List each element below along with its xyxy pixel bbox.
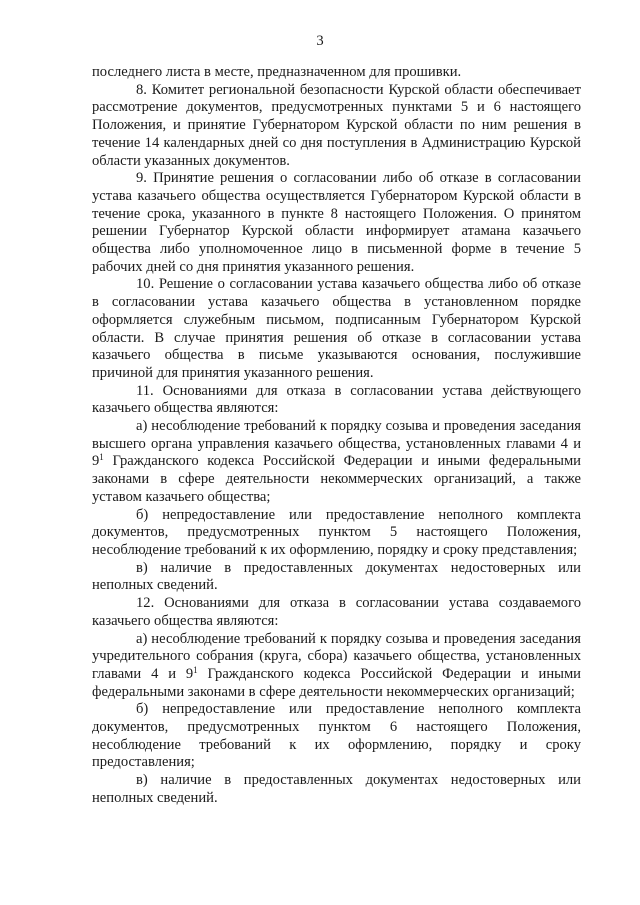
paragraph-item-11: 11. Основаниями для отказа в согласовании устава действующего казачьего общества являются:	[92, 382, 581, 417]
paragraph-item-11-v: в) наличие в предоставленных документах недостоверных или неполных сведений.	[92, 559, 581, 594]
paragraph-item-11-a: а) несоблюдение требований к порядку созыва и проведения заседания высшего органа управления казачьего общества, установленных главами 4 и $9^1$ Гражданского кодекса Российской Федерации и иными федеральными законами в сфере деятельности некоммерческих организаций, а также уставом казачьего общества;	[92, 418, 581, 505]
paragraph-item-12-v: в) наличие в предоставленных документах недостоверных или неполных сведений.	[92, 772, 581, 806]
paragraph-item-12-a: а) несоблюдение требований к порядку созыва и проведения заседания учредительного собрания (круга, сбора) казачьего общества, установленных главами 4 и $9^1$ Гражданского кодекса Российской Федерации и иными федеральными законами в сфере деятельности некоммерческих организаций;	[92, 630, 581, 700]
page-number: 3	[316, 33, 324, 49]
document-body	[92, 64, 581, 808]
paragraph-item-12: 12. Основаниями для отказа в согласовании устава создаваемого казачьего общества являются:	[92, 595, 581, 629]
paragraph-item-12-b: б) непредоставление или предоставление неполного комплекта документов, предусмотренных пунктом 6 настоящего Положения, несоблюдение требований к их оформлению, порядку и сроку предоставления;	[92, 701, 581, 771]
paragraph-item-8: 8. Комитет региональной безопасности Курской области обеспечивает рассмотрение документов, предусмотренных пунктами 5 и 6 настоящего Положения, и принятие Губернатором Курской области по ним решения в течение 14 календарных дней со дня поступления в Администрацию Курской области указанных документов.	[92, 81, 581, 169]
paragraph-item-10: 10. Решение о согласовании устава казачьего общества либо об отказе в согласовании устава казачьего общества в установленном порядке оформляется служебным письмом, подписанным Губернатором Курской области. В случае принятия решения об отказе в согласовании устава казачьего общества в письме указываются основания, послужившие причиной для принятия указанного решения.	[92, 276, 581, 381]
paragraph-item-9: 9. Принятие решения о согласовании либо об отказе в согласовании устава казачьего общества осуществляется Губернатором Курской области в течение срока, указанного в пункте 8 настоящего Положения. О принятом решении Губернатор Курской области информирует атамана казачьего общества либо уполномоченное лицо в письменной форме в течение 5 рабочих дней со дня принятия указанного решения.	[92, 170, 581, 275]
paragraph-continuation: последнего листа в месте, предназначенном для прошивки.	[92, 64, 462, 80]
paragraph-item-11-b: б) непредоставление или предоставление неполного комплекта документов, предусмотренных пунктом 5 настоящего Положения, несоблюдение требований к их оформлению, порядку и сроку представления;	[92, 506, 581, 558]
